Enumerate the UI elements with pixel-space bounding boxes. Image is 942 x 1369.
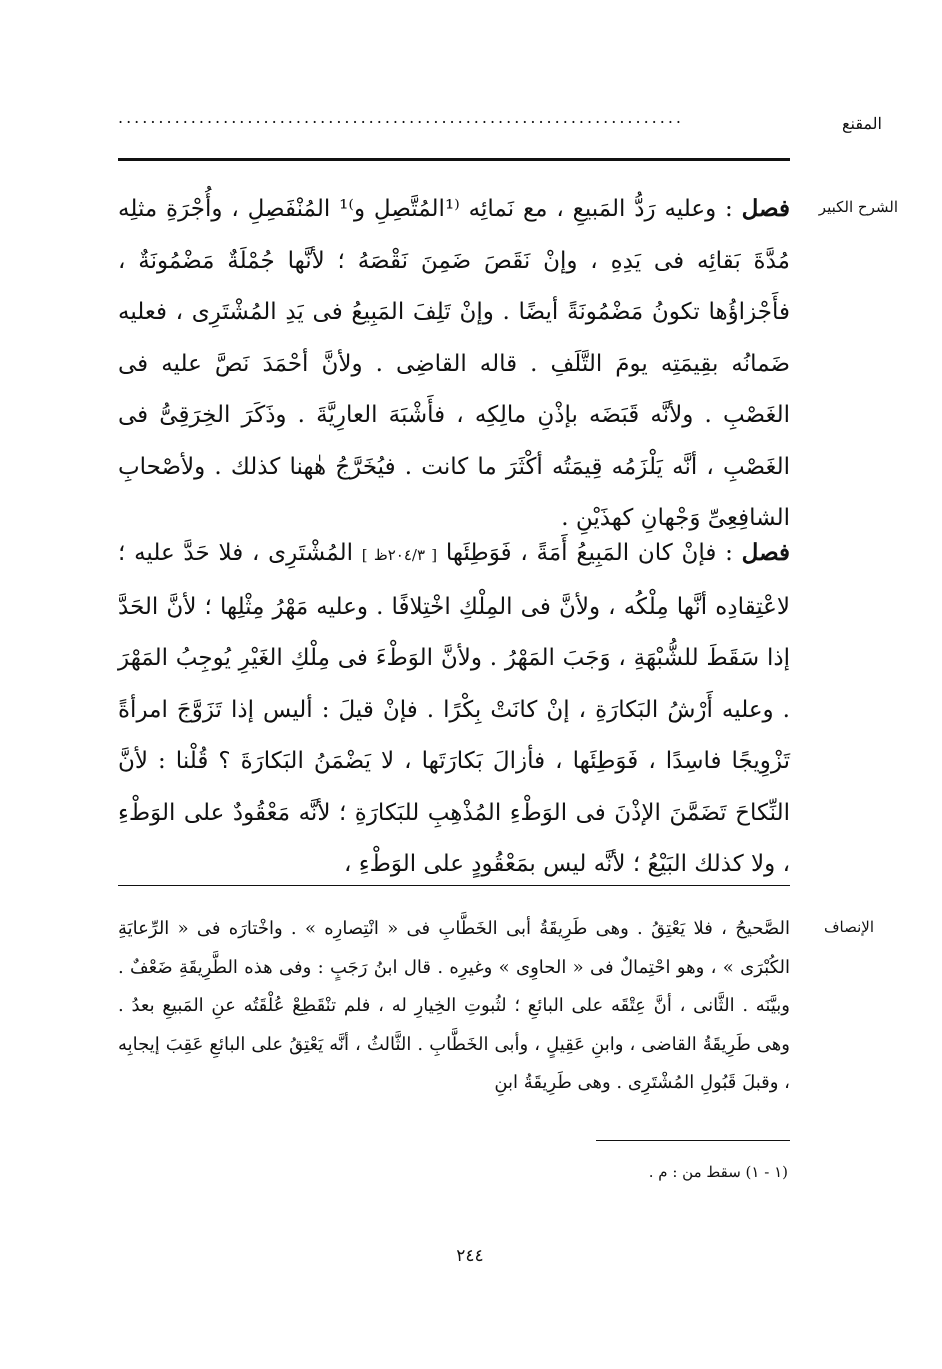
section-divider: [118, 885, 790, 886]
paragraph-1-heading: فصل: [741, 195, 790, 222]
paragraph-2: [118, 527, 790, 891]
paragraph-2-text-a: : فإنْ كان المَبِيعُ أَمَةً ، فَوَطِئَها: [445, 540, 733, 566]
paragraph-1: [118, 183, 790, 545]
main-section-2: [118, 527, 790, 891]
side-label-insaf: الإنصاف: [823, 918, 874, 936]
side-label-sharh: الشرح الكبير: [818, 198, 898, 216]
footnote-rule: [596, 1140, 790, 1141]
header-rule: [118, 158, 790, 161]
paragraph-1-text: : وعليه رَدُّ المَبيعِ ، مع نَمائِه ⁽¹المُتَّصِلِ و⁾¹ المُنْفَصِلِ ، وأُجْرَةِ مثلِه مُدَّةَ بَقائِه فى يَدِهِ ، وإنْ نَقَصَ ضَمِنَ نَقْصَهُ ؛ لأنَّها جُمْلَةٌ مَضْمُونَةٌ ، فأَجْزاؤُها تكونُ مَضْمُونَةً أيضًا . وإنْ تَلِفَ المَبِيعُ فى يَدِ المُشْتَرِى ، فعليه ضَمانُه بقِيمَتِه يومَ التَّلَفِ . قاله القاضِى . ولأنَّ أحْمَدَ نَصَّ عليه فى الغَصْبِ . ولأنَّه قَبَضَه بإذْنِ مالِكِه ، فأَشْبَهَ العارِيَّةَ . وذَكَرَ الخِرَقِىُّ فى الغَصْبِ ، أنَّه يَلْزَمُه قِيمَتُه أكْثَرَ ما كانت . فيُخَرَّجُ هٰهنا كذلك . ولأصْحابِ الشافِعِىِّ وَجْهانِ كهذَيْنِ .: [118, 196, 790, 531]
header-dotted-leader: ......................................................................: [118, 108, 685, 127]
page-marker: [ ٢٠٤/٣ظ ]: [361, 546, 438, 564]
paragraph-2-text-b: المُشْتَرِى ، فلا حَدَّ عليه ؛ لاعْتِقادِه أنَّها مِلْكُه ، ولأنَّ فى المِلْكِ اخْتِلافًا . وعليه مَهْرُ مِثْلِها ؛ لأنَّ الحَدَّ إذا سَقَطَ للشُّبْهَةِ ، وَجَبَ المَهْرُ . ولأنَّ الوَطْءَ فى مِلْكِ الغَيْرِ يُوجِبُ المَهْرَ . وعليه أَرْشُ البَكارَةِ ، إنْ كانَتْ بِكْرًا . فإنْ قيلَ : أليس إذا تَزَوَّجَ امرأةً تَزْوِيجًا فاسِدًا ، فَوَطِئَها ، فأزالَ بَكارَتَها ، لا يَضْمَنُ البَكارَةَ ؟ قُلْنا : لأنَّ النِّكاحَ تَضَمَّنَ الإذْنَ فى الوَطْءِ المُذْهِبِ للبَكارَةِ ؛ لأنَّه مَعْقُودٌ على الوَطْءِ ، ولا كذلك البَيْعُ ؛ لأنَّه ليس بمَعْقُودٍ على الوَطْءِ ،: [118, 540, 790, 877]
insaf-section: [118, 910, 790, 1103]
main-section-1: [118, 183, 790, 545]
header-book-title: المقنع: [841, 114, 882, 133]
insaf-paragraph: الصَّحيحُ ، فلا يَعْتِقُ . وهى طَرِيقَةُ أبى الخَطَّابِ فى « انْتِصارِه » . واخْتارَه فى « الرِّعايَةِ الكُبْرَى » ، وهو احْتِمالٌ فى « الحاوِى » وغيرِه . قال ابنُ رَجَبٍ : وفى هذه الطَّرِيقَةِ ضَعْفٌ . وبيَّنَه . الثَّانى ، أنَّ عِتْقَه على البائعِ ؛ لثُبوتِ الخِيارِ له ، فلم تنْقَطِعْ عُلْقَتُه عنِ المَبيعِ بعدُ . وهى طَرِيقَةُ القاضى ، وابنِ عَقِيلٍ ، وأبى الخَطَّابِ . الثَّالثُ ، أنَّه يَعْتِقُ على البائعِ عَقِبَ إيجابِه ، وقبلَ قَبُولِ المُشْتَرِى . وهى طَرِيقَةُ ابنِ: [118, 918, 790, 1093]
page-number: ٢٤٤: [456, 1246, 484, 1266]
footnote: (١ - ١) سقط من : م .: [648, 1163, 788, 1181]
paragraph-2-heading: فصل: [741, 539, 791, 566]
